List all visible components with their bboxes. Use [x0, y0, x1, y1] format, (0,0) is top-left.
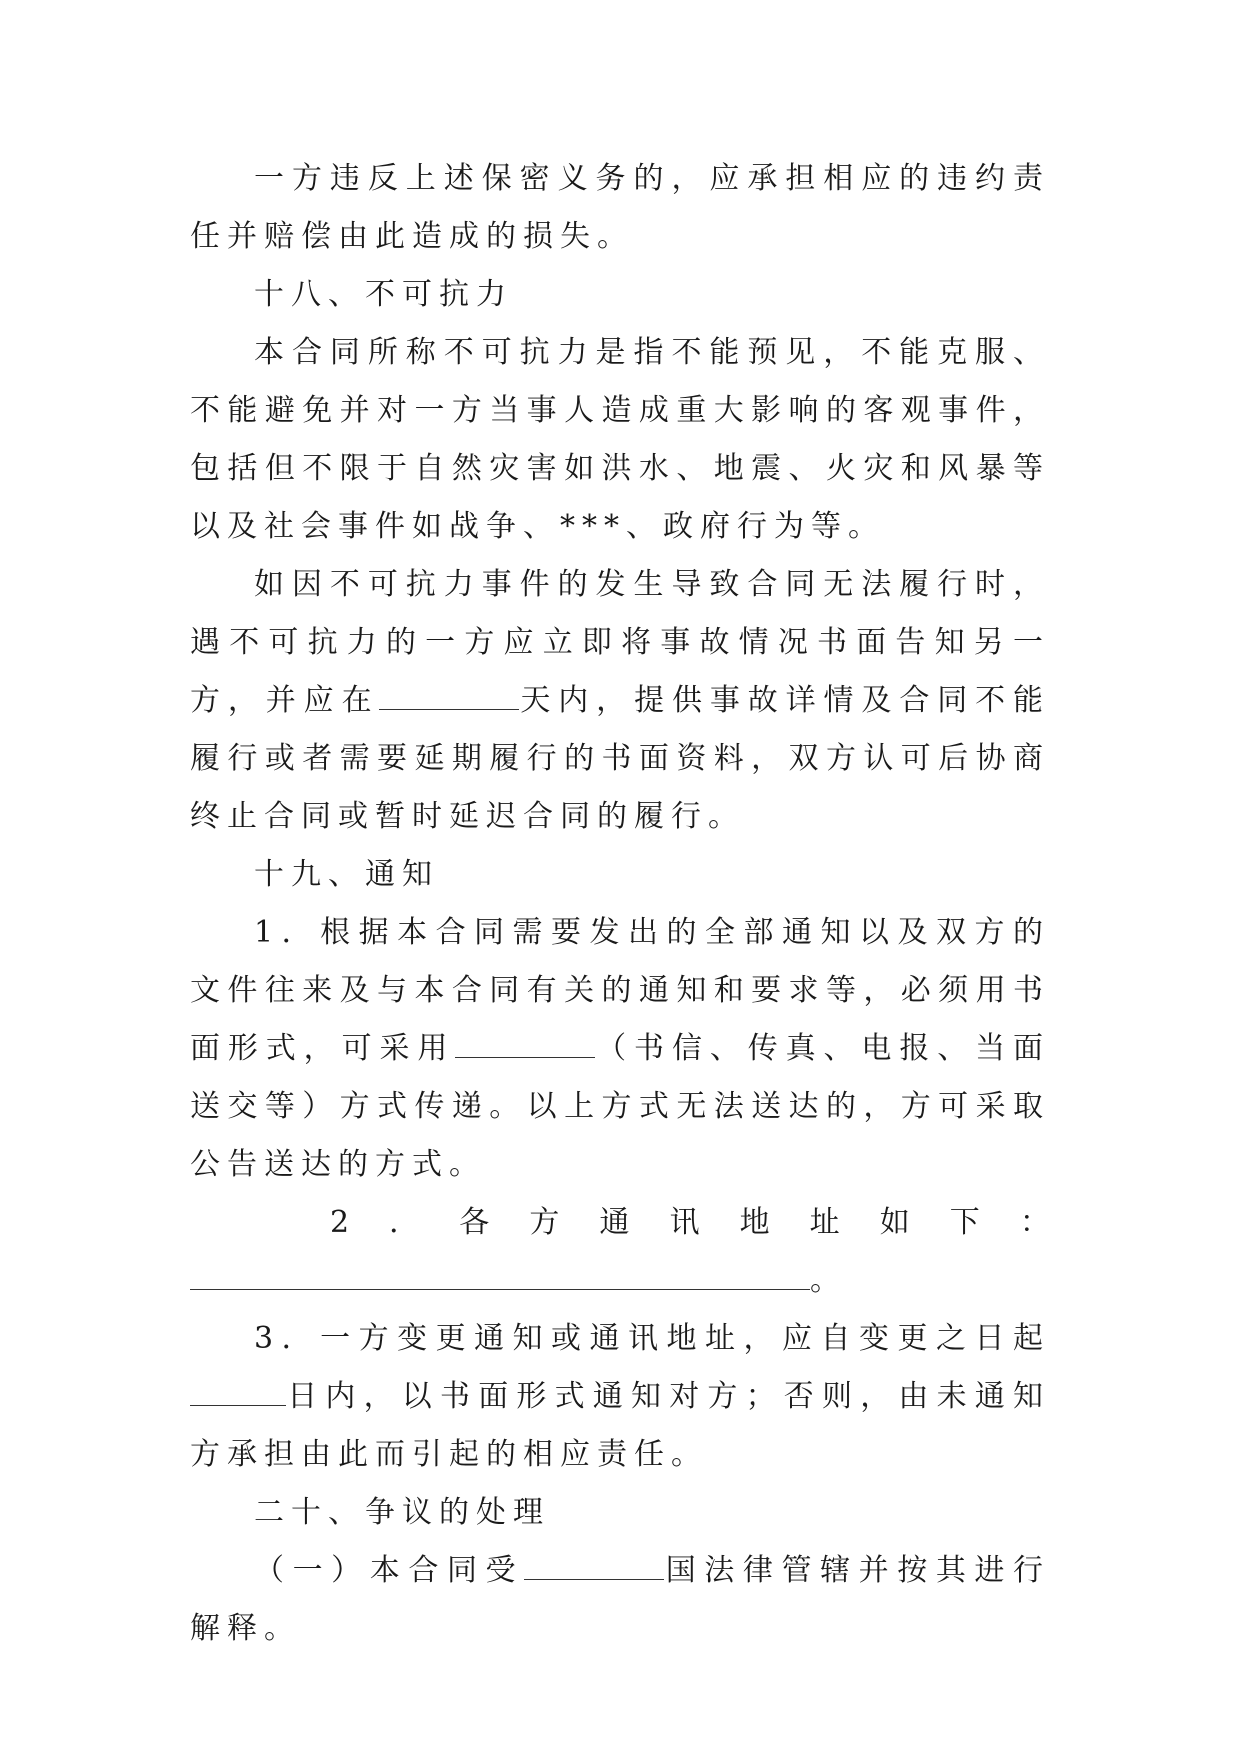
text: 一方违反上述保密义务的，应承担相应的违约责任并赔偿由此造成的损失。 [190, 161, 1050, 254]
paragraph-notice-3 [190, 1310, 1050, 1484]
section-heading-18 [190, 266, 1050, 324]
text: （一）本合同受 [254, 1553, 525, 1588]
char: 地 [739, 1205, 770, 1240]
char: 2 [330, 1205, 350, 1240]
text: 天内，提供事故详情及合同不能履行或者需要延期履行的书面资料，双方认可后协商终止合同或暂时延迟合同的履行。 [190, 683, 1051, 834]
text: 3．一方变更通知或通讯地址，应自变更之日起 [254, 1321, 1050, 1356]
char: 方 [529, 1205, 560, 1240]
paragraph-force-majeure-definition [190, 324, 1050, 556]
fill-blank-delivery-method[interactable] [455, 1025, 595, 1058]
char: ： [1019, 1205, 1050, 1240]
text: （书信、传真、电报、当面送交等）方式传递。以上方式无法送达的，方可采取公告送达的方式。 [190, 1031, 1051, 1182]
paragraph-notice-2-address [190, 1252, 1050, 1310]
text: 十九、通知 [254, 857, 439, 892]
fill-blank-days[interactable] [379, 677, 519, 710]
document-page [190, 150, 1050, 1658]
char: ． [389, 1205, 420, 1240]
paragraph-dispute-1 [190, 1542, 1050, 1658]
paragraph-confidentiality-breach [190, 150, 1050, 266]
text: 如因不可抗力事件的发生导致合同无法履行时，遇不可抗力的一方应立即将事故情况书面告知另一方，并应在 [190, 567, 1050, 718]
char: 如 [879, 1205, 910, 1240]
paragraph-force-majeure-notice [190, 556, 1050, 846]
char: 通 [599, 1205, 630, 1240]
paragraph-notice-1 [190, 904, 1050, 1194]
paragraph-notice-2-heading [190, 1194, 1050, 1252]
text: 1．根据本合同需要发出的全部通知以及双方的文件往来及与本合同有关的通知和要求等，必须用书面形式，可采用 [190, 915, 1050, 1066]
text: 二十、争议的处理 [254, 1495, 550, 1530]
text: 。 [810, 1263, 847, 1298]
text: 十八、不可抗力 [254, 277, 513, 312]
char: 址 [809, 1205, 840, 1240]
section-heading-19 [190, 846, 1050, 904]
char: 讯 [669, 1205, 700, 1240]
fill-blank-governing-country[interactable] [524, 1547, 664, 1580]
fill-blank-address[interactable] [190, 1257, 810, 1290]
text: 国法律管辖并按其进行解释。 [190, 1553, 1051, 1646]
char: 各 [459, 1205, 490, 1240]
section-heading-20 [190, 1484, 1050, 1542]
text: 本合同所称不可抗力是指不能预见，不能克服、不能避免并对一方当事人造成重大影响的客观事件，包括但不限于自然灾害如洪水、地震、火灾和风暴等以及社会事件如战争、***、政府行为等。 [190, 335, 1050, 544]
fill-blank-change-days[interactable] [190, 1373, 286, 1406]
char: 下 [949, 1205, 980, 1240]
text: 日内，以书面形式通知对方；否则，由未通知方承担由此而引起的相应责任。 [190, 1379, 1050, 1472]
